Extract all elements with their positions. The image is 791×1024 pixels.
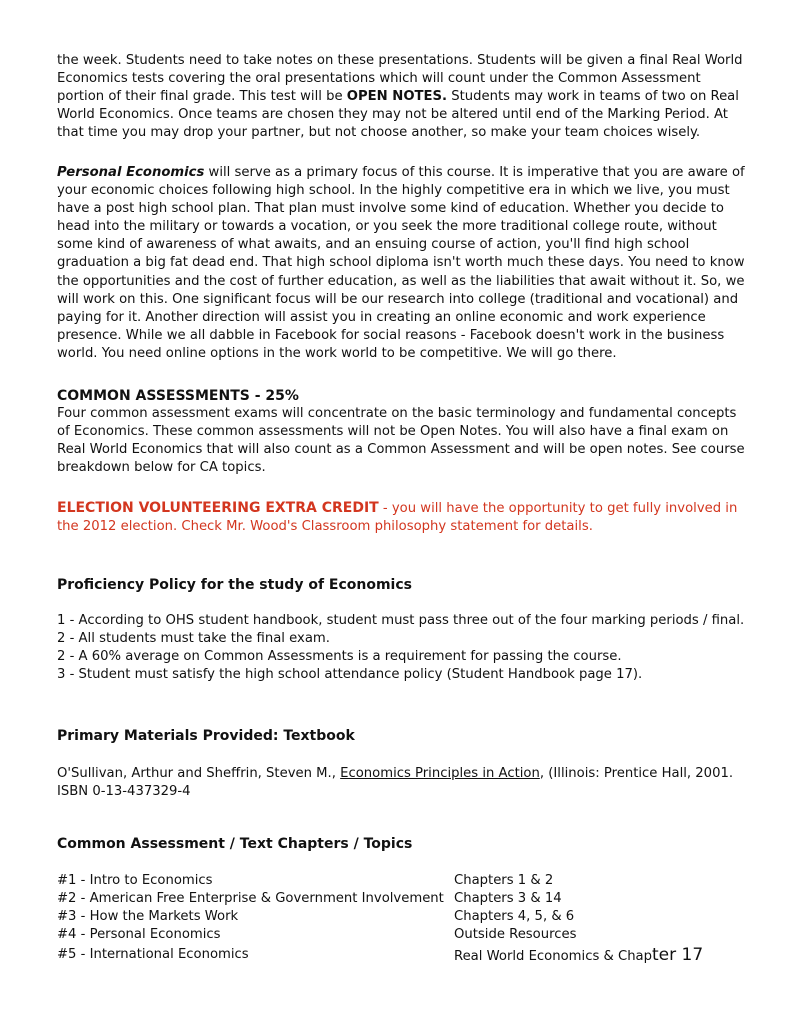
real-world-paragraph — [57, 52, 747, 142]
textbook-citation — [57, 765, 747, 801]
common-assessments-section — [57, 387, 747, 477]
topic-row — [57, 872, 747, 890]
materials-heading: Primary Materials Provided: Textbook — [57, 728, 355, 744]
materials-section — [57, 727, 747, 801]
proficiency-item: 1 - According to OHS student handbook, student must pass three out of the four marking periods / final. — [57, 613, 745, 629]
topic-name: #4 - Personal Economics — [57, 927, 221, 942]
topic-chapters: Chapters 4, 5, & 6 — [454, 909, 575, 924]
topic-name: #1 - Intro to Economics — [57, 873, 213, 888]
personal-economics-lead: Personal Economics — [57, 165, 205, 180]
proficiency-item: 2 - A 60% average on Common Assessments is a requirement for passing the course. — [57, 649, 622, 665]
topic-chapters-large: ter 17 — [652, 945, 704, 965]
topic-row — [57, 946, 747, 964]
personal-economics-paragraph — [57, 164, 747, 363]
topic-chapters-text: Real World Economics & Chap — [454, 949, 652, 964]
election-body: - you will have the opportunity to get fully involved in the 2012 election. Check Mr. Wood's Classroom philosophy statement for details. — [57, 501, 738, 535]
citation-title: Economics Principles in Action — [340, 766, 540, 782]
topic-name: #2 - American Free Enterprise & Government Involvement — [57, 891, 444, 906]
topic-name: #3 - How the Markets Work — [57, 909, 239, 924]
topic-name: #5 - International Economics — [57, 947, 249, 962]
proficiency-section — [57, 576, 747, 684]
proficiency-item: 2 - All students must take the final exam. — [57, 631, 330, 647]
proficiency-item: 3 - Student must satisfy the high school attendance policy (Student Handbook page 17). — [57, 667, 643, 683]
topic-chapters: Chapters 3 & 14 — [454, 891, 562, 906]
topic-row — [57, 908, 747, 926]
citation-publisher: , (Illinois: Prentice Hall, 2001. ISBN 0-13-437329-4 — [57, 766, 734, 800]
election-extra-credit — [57, 499, 747, 536]
topic-row — [57, 926, 747, 944]
intro-text-1: the week. Students need to take notes on these presentations. Students will be given a final Real World Economics tests covering the oral presentations which will count under the Common Assessment portion of their final grade. This test will be — [57, 53, 743, 105]
common-assessments-heading: COMMON ASSESSMENTS - 25% — [57, 388, 299, 404]
common-assessments-body: Four common assessment exams will concentrate on the basic terminology and fundamental concepts of Economics. These common assessments will not be Open Notes. You will also have a final exam on Real World Economics that will also count as a Common Assessment and will be open notes. See course breakdown below for CA topics. — [57, 406, 745, 476]
topic-chapters — [454, 946, 703, 966]
topic-chapters: Chapters 1 & 2 — [454, 873, 554, 888]
citation-authors: O'Sullivan, Arthur and Sheffrin, Steven M., — [57, 766, 341, 782]
election-heading: ELECTION VOLUNTEERING EXTRA CREDIT — [57, 500, 379, 516]
personal-economics-body: will serve as a primary focus of this course. It is imperative that you are aware of your economic choices following high school. In the highly competitive era in which we live, you must have a post high school plan. That plan must involve some kind of education. Whether you decide to head into the military or towards a vocation, or you seek the more traditional college route, without some kind of awareness of what awaits, and an ensuing course of action, you'll find high school graduation a big fat dead end. That high school diploma isn't worth much these days. You need to know the opportunities and the cost of further education, as well as the liabilities that await without it. So, we will work on this. One significant focus will be our research into college (traditional and vocational) and paying for it. Another direction will assist you in creating an online economic and work experience presence. While we all dabble in Facebook for social reasons - Facebook doesn't work in the business world. You need online options in the work world to be competitive. We will go there. — [57, 165, 745, 361]
intro-text-2: Students may work in teams of two on Real World Economics. Once teams are chosen they may not be altered until end of the Marking Period. At that time you may drop your partner, but not choose another, so make your team choices wisely. — [57, 89, 739, 141]
open-notes-emphasis: OPEN NOTES. — [346, 89, 448, 105]
topic-chapters: Outside Resources — [454, 927, 577, 942]
topics-heading — [57, 835, 747, 853]
topics-heading-text: Common Assessment / Text Chapters / Topics — [57, 836, 413, 852]
topic-row — [57, 890, 747, 908]
proficiency-heading: Proficiency Policy for the study of Economics — [57, 577, 412, 593]
